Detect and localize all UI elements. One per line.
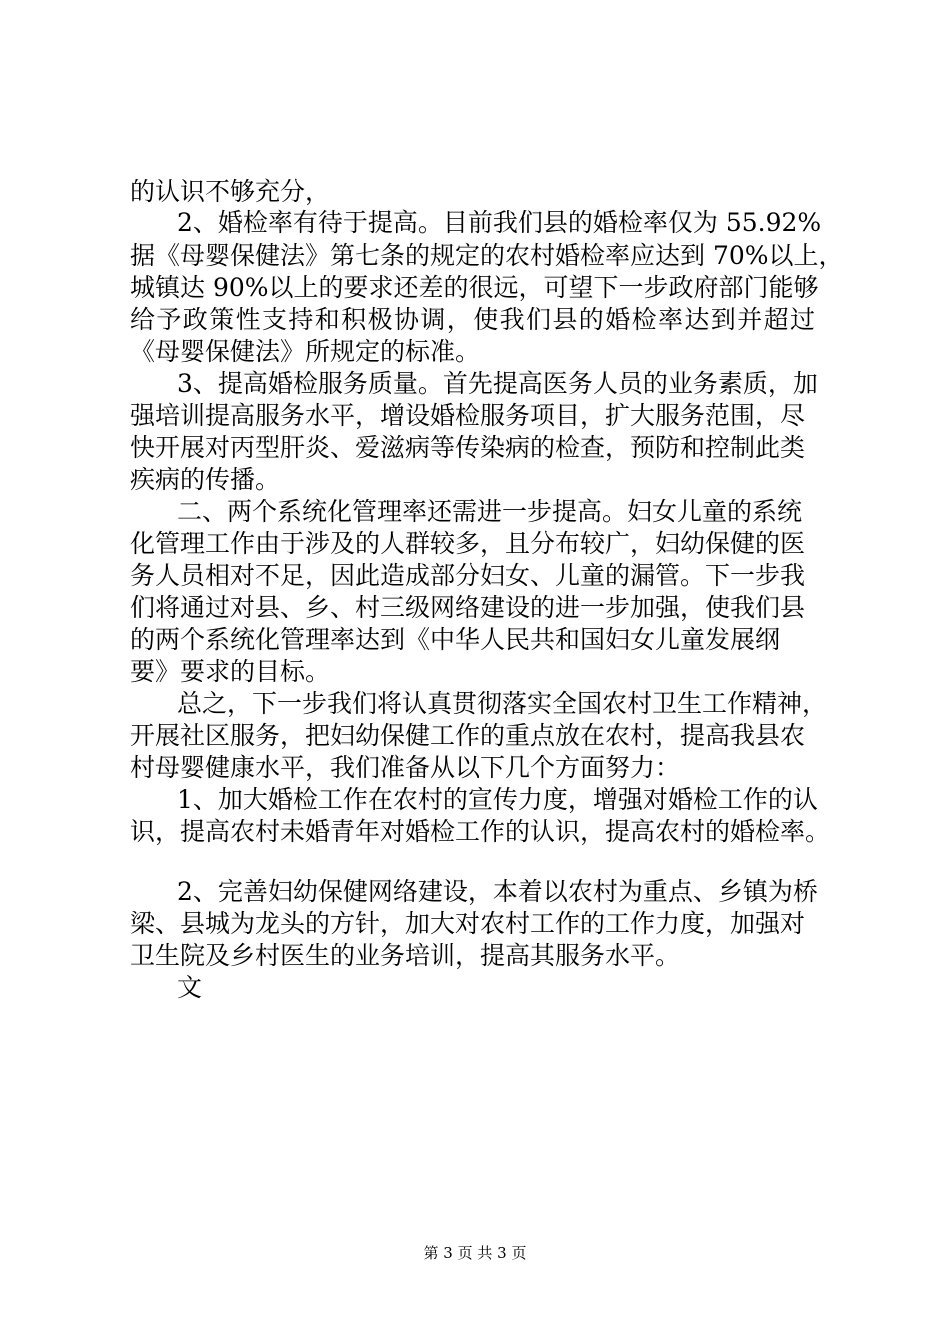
page-number-footer: 第 3 页 共 3 页 — [423, 1244, 527, 1262]
text-line: 总之，下一步我们将认真贯彻落实全国农村卫生工作精神， — [177, 689, 828, 718]
text-line: 《母婴保健法》所规定的标准。 — [130, 337, 481, 366]
text-line: 城镇达 90%以上的要求还差的很远，可望下一步政府部门能够 — [130, 273, 819, 302]
text-line: 二、两个系统化管理率还需进一步提高。妇女儿童的系统 — [177, 497, 803, 526]
text-line: 文 — [177, 973, 203, 1002]
text-line: 梁、县城为龙头的方针，加大对农村工作的工作力度，加强对 — [130, 909, 806, 938]
text-line: 2、完善妇幼保健网络建设，本着以农村为重点、乡镇为桥 — [177, 877, 818, 906]
text-line: 强培训提高服务水平，增设婚检服务项目，扩大服务范围，尽 — [130, 401, 806, 430]
text-line: 卫生院及乡村医生的业务培训，提高其服务水平。 — [130, 941, 681, 970]
text-line: 2、婚检率有待于提高。目前我们县的婚检率仅为 55.92% — [177, 208, 822, 237]
text-line: 村母婴健康水平，我们准备从以下几个方面努力： — [130, 753, 681, 782]
text-line: 要》要求的目标。 — [130, 657, 331, 686]
text-line: 快开展对丙型肝炎、爱滋病等传染病的检查，预防和控制此类 — [130, 433, 806, 462]
text-line: 据《母婴保健法》第七条的规定的农村婚检率应达到 70%以上， — [130, 241, 844, 270]
text-line: 1、加大婚检工作在农村的宣传力度，增强对婚检工作的认 — [177, 785, 818, 814]
text-line: 们将通过对县、乡、村三级网络建设的进一步加强，使我们县 — [130, 593, 806, 622]
text-line: 给予政策性支持和积极协调，使我们县的婚检率达到并超过 — [130, 305, 817, 334]
text-line: 化管理工作由于涉及的人群较多，且分布较广，妇幼保健的医 — [130, 529, 806, 558]
text-line: 开展社区服务，把妇幼保健工作的重点放在农村，提高我县农 — [130, 721, 806, 750]
text-line: 识，提高农村未婚青年对婚检工作的认识，提高农村的婚检率。 — [130, 817, 831, 846]
text-line: 疾病的传播。 — [130, 465, 281, 494]
text-line: 的两个系统化管理率达到《中华人民共和国妇女儿童发展纲 — [130, 625, 781, 654]
text-line: 务人员相对不足，因此造成部分妇女、儿童的漏管。下一步我 — [130, 561, 806, 590]
text-line: 的认识不够充分， — [130, 177, 331, 206]
text-line: 3、提高婚检服务质量。首先提高医务人员的业务素质，加 — [177, 369, 818, 398]
